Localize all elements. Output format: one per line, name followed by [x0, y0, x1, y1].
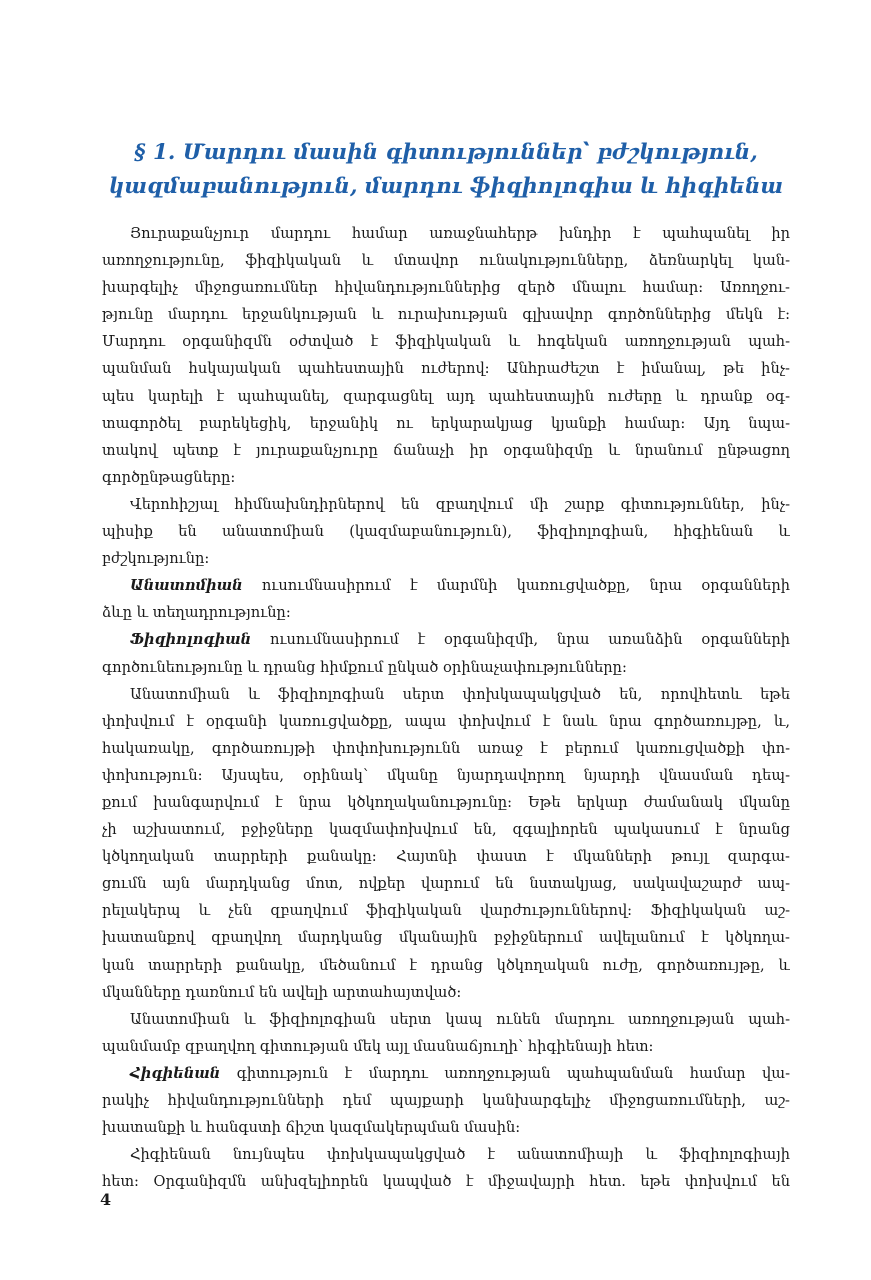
term-hygiene: Հիգիենան	[130, 1064, 221, 1082]
text-line: փոխվում է օրգանի կառուցվածքը, ապա փոխվում է նաև նրա գործառույթը, և,	[102, 712, 790, 730]
text-line: ցումն այն մարդկանց մոտ, ովքեր վարում են նստակյաց, սակավաշարժ ապ-	[102, 875, 790, 893]
text-line-rest: ուսումնասիրում է մարմնի կառուցվածքը, նրա օրգանների	[261, 577, 790, 595]
text-line: հետ: Օրգանիզմն անխզելիորեն կապված է միջավայրի հետ. եթե փոխվում են	[102, 1173, 790, 1191]
text-line: քում խանգարվում է նրա կծկողականությունը: Եթե երկար ժամանակ մկանը	[102, 793, 790, 811]
text-line-rest: գիտություն է մարդու առողջության պահպանման համար վա-	[236, 1064, 790, 1082]
section-heading-line-1: § 1. Մարդու մասին գիտություններ՝ բժշկություն,	[134, 140, 758, 165]
text-line: առողջությունը, ֆիզիկական և մտավոր ունակությունները, ձեռնարկել կան-	[102, 252, 790, 270]
text-line: մկանները դառնում են ավելի արտահայտված:	[102, 983, 462, 1001]
text-line-hygiene	[102, 1060, 790, 1087]
section-heading-line-2: կազմաբանություն, մարդու ֆիզիոլոգիա և հիգիենա	[108, 174, 784, 199]
text-line: պանմամբ զբաղվող գիտության մեկ այլ մասնաճյուղի՝ հիգիենայի հետ:	[102, 1037, 654, 1055]
text-line: Հիգիենան նույնպես փոխկապակցված է անատոմիայի և ֆիզիոլոգիայի	[130, 1146, 790, 1164]
text-line: չի աշխատում, բջիջները կազմափոխվում են, զգալիորեն պակասում է նրանց	[102, 821, 790, 839]
text-line: կծկողական տարրերի քանակը: Հայտնի փաստ է մկանների թույլ զարգա-	[102, 848, 790, 866]
text-line: հակառակը, գործառույթի փոփոխությունն առաջ է բերում կառուցվածքի փո-	[102, 739, 790, 757]
text-line: պանման հսկայական պահեստային ուժերով: Անհրաժեշտ է իմանալ, թե ինչ-	[102, 360, 790, 378]
text-line: կան տարրերի քանակը, մեծանում է դրանց կծկողական ուժը, գործառույթը, և	[102, 956, 790, 974]
text-line: րակիչ հիվանդությունների դեմ պայքարի կանխարգելիչ միջոցառումների, աշ-	[102, 1092, 790, 1109]
text-line: Մարդու օրգանիզմն օժտված է ֆիզիկական և հոգեկան առողջության պահ-	[102, 333, 790, 351]
text-line: գործունեությունը և դրանց հիմքում ընկած օրինաչափությունները:	[102, 658, 627, 676]
text-line: ձևը և տեղադրությունը:	[102, 604, 291, 622]
text-line: խատանքի և հանգստի ճիշտ կազմակերպման մասին:	[102, 1119, 521, 1137]
text-line: Յուրաքանչյուր մարդու համար առաջնահերթ խնդիր է պահպանել իր	[130, 225, 790, 242]
term-anatomy: Անատոմիան	[130, 577, 243, 595]
text-line-rest: ուսումնասիրում է օրգանիզմի, նրա առանձին օրգանների	[269, 631, 790, 649]
text-line: գործընթացները:	[102, 468, 236, 486]
text-line: Վերոհիշյալ հիմնախնդիրներով են զբաղվում մի շարք գիտություններ, ինչ-	[130, 495, 790, 513]
text-line: պես կարելի է պահպանել, զարգացնել այդ պահեստային ուժերը և դրանք օգ-	[102, 387, 790, 405]
page-number: 4	[100, 1190, 112, 1209]
section-heading	[100, 136, 792, 204]
text-line: խատանքով զբաղվող մարդկանց մկանային բջիջներում ավելանում է կծկողա-	[102, 929, 790, 947]
term-physiology: Ֆիզիոլոգիան	[130, 631, 252, 649]
text-line: տակով պետք է յուրաքանչյուրը ճանաչի իր օրգանիզմը և նրանում ընթացող	[102, 441, 790, 459]
text-line: խարգելիչ միջոցառումներ հիվանդություններից զերծ մնալու համար: Առողջու-	[102, 279, 790, 297]
text-line: րելակերպ և չեն զբաղվում ֆիզիկական վարժություններով: Ֆիզիկական աշ-	[102, 902, 790, 920]
text-line-physiology	[102, 626, 790, 653]
text-line: փոխություն: Այսպես, օրինակ՝ մկանը նյարդավորող նյարդի վնասման դեպ-	[102, 766, 790, 784]
text-line: թյունը մարդու երջանկության և ուրախության գլխավոր գործոններից մեկն է:	[102, 306, 790, 324]
text-line: Անատոմիան և ֆիզիոլոգիան սերտ փոխկապակցված են, որովհետև եթե	[130, 685, 790, 703]
text-line: Անատոմիան և ֆիզիոլոգիան սերտ կապ ունեն մարդու առողջության պահ-	[130, 1010, 790, 1028]
text-line: պիսիք են անատոմիան (կազմաբանություն), ֆիզիոլոգիան, հիգիենան և	[102, 523, 790, 541]
text-line: բժշկությունը:	[102, 550, 210, 568]
text-line-anatomy	[102, 572, 790, 599]
text-line: տագործել բարեկեցիկ, երջանիկ ու երկարակյաց կյանքի համար: Այդ նպա-	[102, 414, 790, 432]
body-text	[102, 220, 790, 1195]
